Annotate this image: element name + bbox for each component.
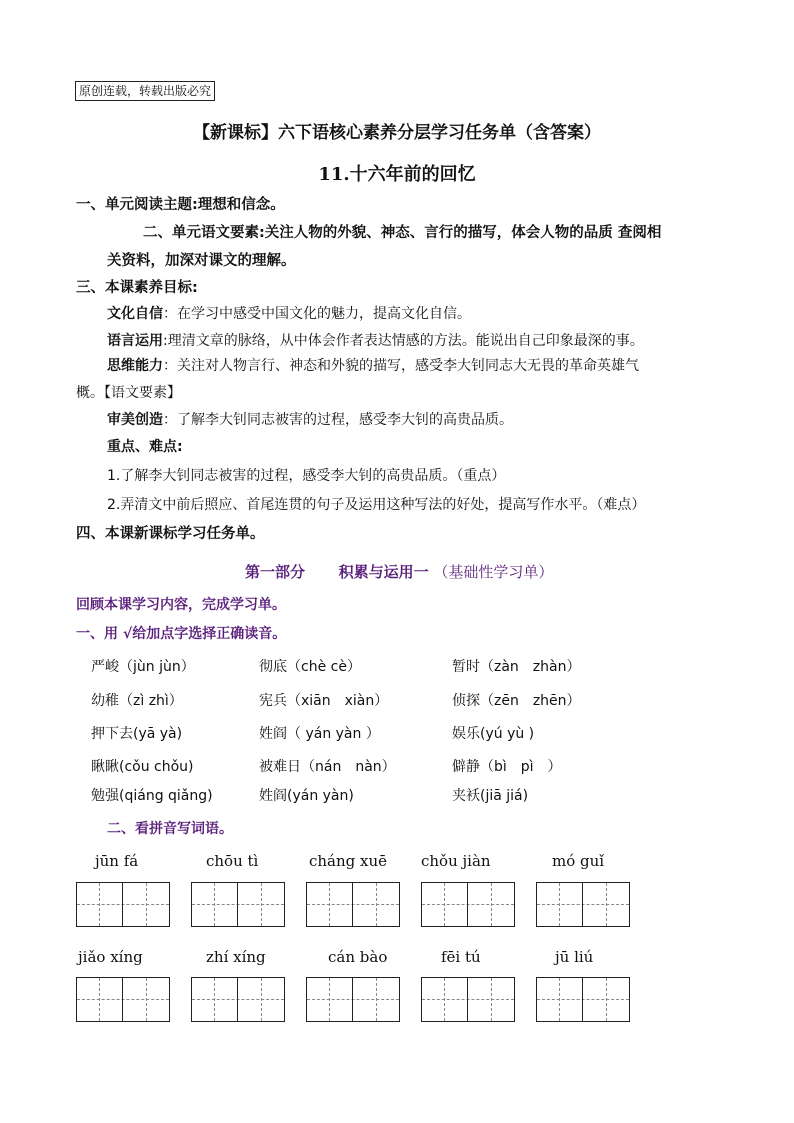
part-type: （基础性学习单） <box>433 563 554 581</box>
q1-item: 押下去(yā yà) <box>91 726 183 742</box>
q1-item: 姓阎(yán yàn) <box>259 788 354 804</box>
pinyin-label: cháng xuē <box>309 852 388 870</box>
q1-item: 僻静（bì pì ） <box>452 759 562 775</box>
pinyin-label: jūn fá <box>95 852 139 870</box>
key-point-2: 2.弄清文中前后照应、首尾连贯的句子及运用这种写法的好处，提高写作水平。（难点） <box>107 497 646 513</box>
key-points-heading: 重点、难点: <box>107 439 183 455</box>
pinyin-label: jū liú <box>555 948 594 966</box>
part-name: 积累与运用一 <box>338 563 429 581</box>
q1-item: 严峻（jùn jùn） <box>91 659 195 675</box>
writing-grid[interactable] <box>421 882 515 927</box>
writing-grid[interactable] <box>76 977 170 1022</box>
goal-aesthetic-text: ：了解李大钊同志被害的过程，感受李大钊的高贵品质。 <box>163 412 513 428</box>
pinyin-label: cán bào <box>328 948 388 966</box>
writing-grid[interactable] <box>421 977 515 1022</box>
question-2-title: 二、看拼音写词语。 <box>107 821 233 837</box>
writing-grid[interactable] <box>306 977 400 1022</box>
q1-item: 娱乐(yú yù ) <box>452 726 535 742</box>
section-2-line1: 二、单元语文要素:关注人物的外貌、神态、言行的描写，体会人物的品质 查阅相 <box>143 225 662 241</box>
goal-culture <box>107 303 471 323</box>
goal-language <box>107 330 644 350</box>
goal-culture-label: 文化自信 <box>107 306 163 322</box>
pinyin-label: mó guǐ <box>552 852 605 870</box>
q1-item: 侦探（zēn zhēn） <box>452 693 581 709</box>
part-heading <box>245 561 553 582</box>
goal-culture-text: ：在学习中感受中国文化的魅力，提高文化自信。 <box>163 306 471 322</box>
pinyin-label: zhí xíng <box>206 948 266 966</box>
pinyin-label: fēi tú <box>441 948 481 966</box>
pinyin-label: jiǎo xíng <box>78 948 143 966</box>
goal-language-text: :理清文章的脉络，从中体会作者表达情感的方法。能说出自己印象最深的事。 <box>163 333 644 349</box>
goal-aesthetic <box>107 409 513 429</box>
goal-thinking <box>107 355 639 375</box>
instruction: 回顾本课学习内容，完成学习单。 <box>76 597 286 613</box>
q1-item: 被难日（nán nàn） <box>259 759 396 775</box>
goal-thinking-label: 思维能力 <box>107 358 163 374</box>
copyright-stamp: 原创连载，转载出版必究 <box>75 81 215 101</box>
question-1-title: 一、用 √给加点字选择正确读音。 <box>76 626 287 642</box>
q1-item: 姓阎（ yán yàn ） <box>259 726 380 742</box>
goal-language-label: 语言运用 <box>107 333 163 349</box>
writing-grid[interactable] <box>191 977 285 1022</box>
pinyin-label: chǒu jiàn <box>421 852 491 870</box>
writing-grid[interactable] <box>536 977 630 1022</box>
key-point-1: 1.了解李大钊同志被害的过程，感受李大钊的高贵品质。（重点） <box>107 468 506 484</box>
section-2-line2: 关资料，加深对课文的理解。 <box>107 253 296 269</box>
section-1: 一、单元阅读主题:理想和信念。 <box>76 197 285 213</box>
writing-grid[interactable] <box>306 882 400 927</box>
q1-item: 彻底（chè cè） <box>259 659 361 675</box>
q1-item: 暂时（zàn zhàn） <box>452 659 581 675</box>
q1-item: 勉强(qiáng qiǎng) <box>91 788 213 804</box>
writing-grid[interactable] <box>536 882 630 927</box>
q1-item: 幼稚（zì zhì） <box>91 693 183 709</box>
section-3: 三、本课素养目标: <box>76 280 198 296</box>
part-label: 第一部分 <box>245 563 306 581</box>
goal-aesthetic-label: 审美创造 <box>107 412 163 428</box>
pinyin-label: chōu tì <box>206 852 259 870</box>
lesson-title: 11.十六年前的回忆 <box>318 164 476 185</box>
writing-grid[interactable] <box>76 882 170 927</box>
goal-thinking-text: ：关注对人物言行、神态和外貌的描写，感受李大钊同志大无畏的革命英雄气 <box>163 358 639 374</box>
section-4: 四、本课新课标学习任务单。 <box>76 526 265 542</box>
writing-grid[interactable] <box>191 882 285 927</box>
q1-item: 瞅瞅(cǒu chǒu) <box>91 759 194 775</box>
document-title: 【新课标】六下语核心素养分层学习任务单（含答案） <box>193 123 601 143</box>
q1-item: 夹袄(jiā jiá) <box>452 788 529 804</box>
q1-item: 宪兵（xiān xiàn） <box>259 693 389 709</box>
goal-thinking-line2: 概。【语文要素】 <box>76 385 181 401</box>
